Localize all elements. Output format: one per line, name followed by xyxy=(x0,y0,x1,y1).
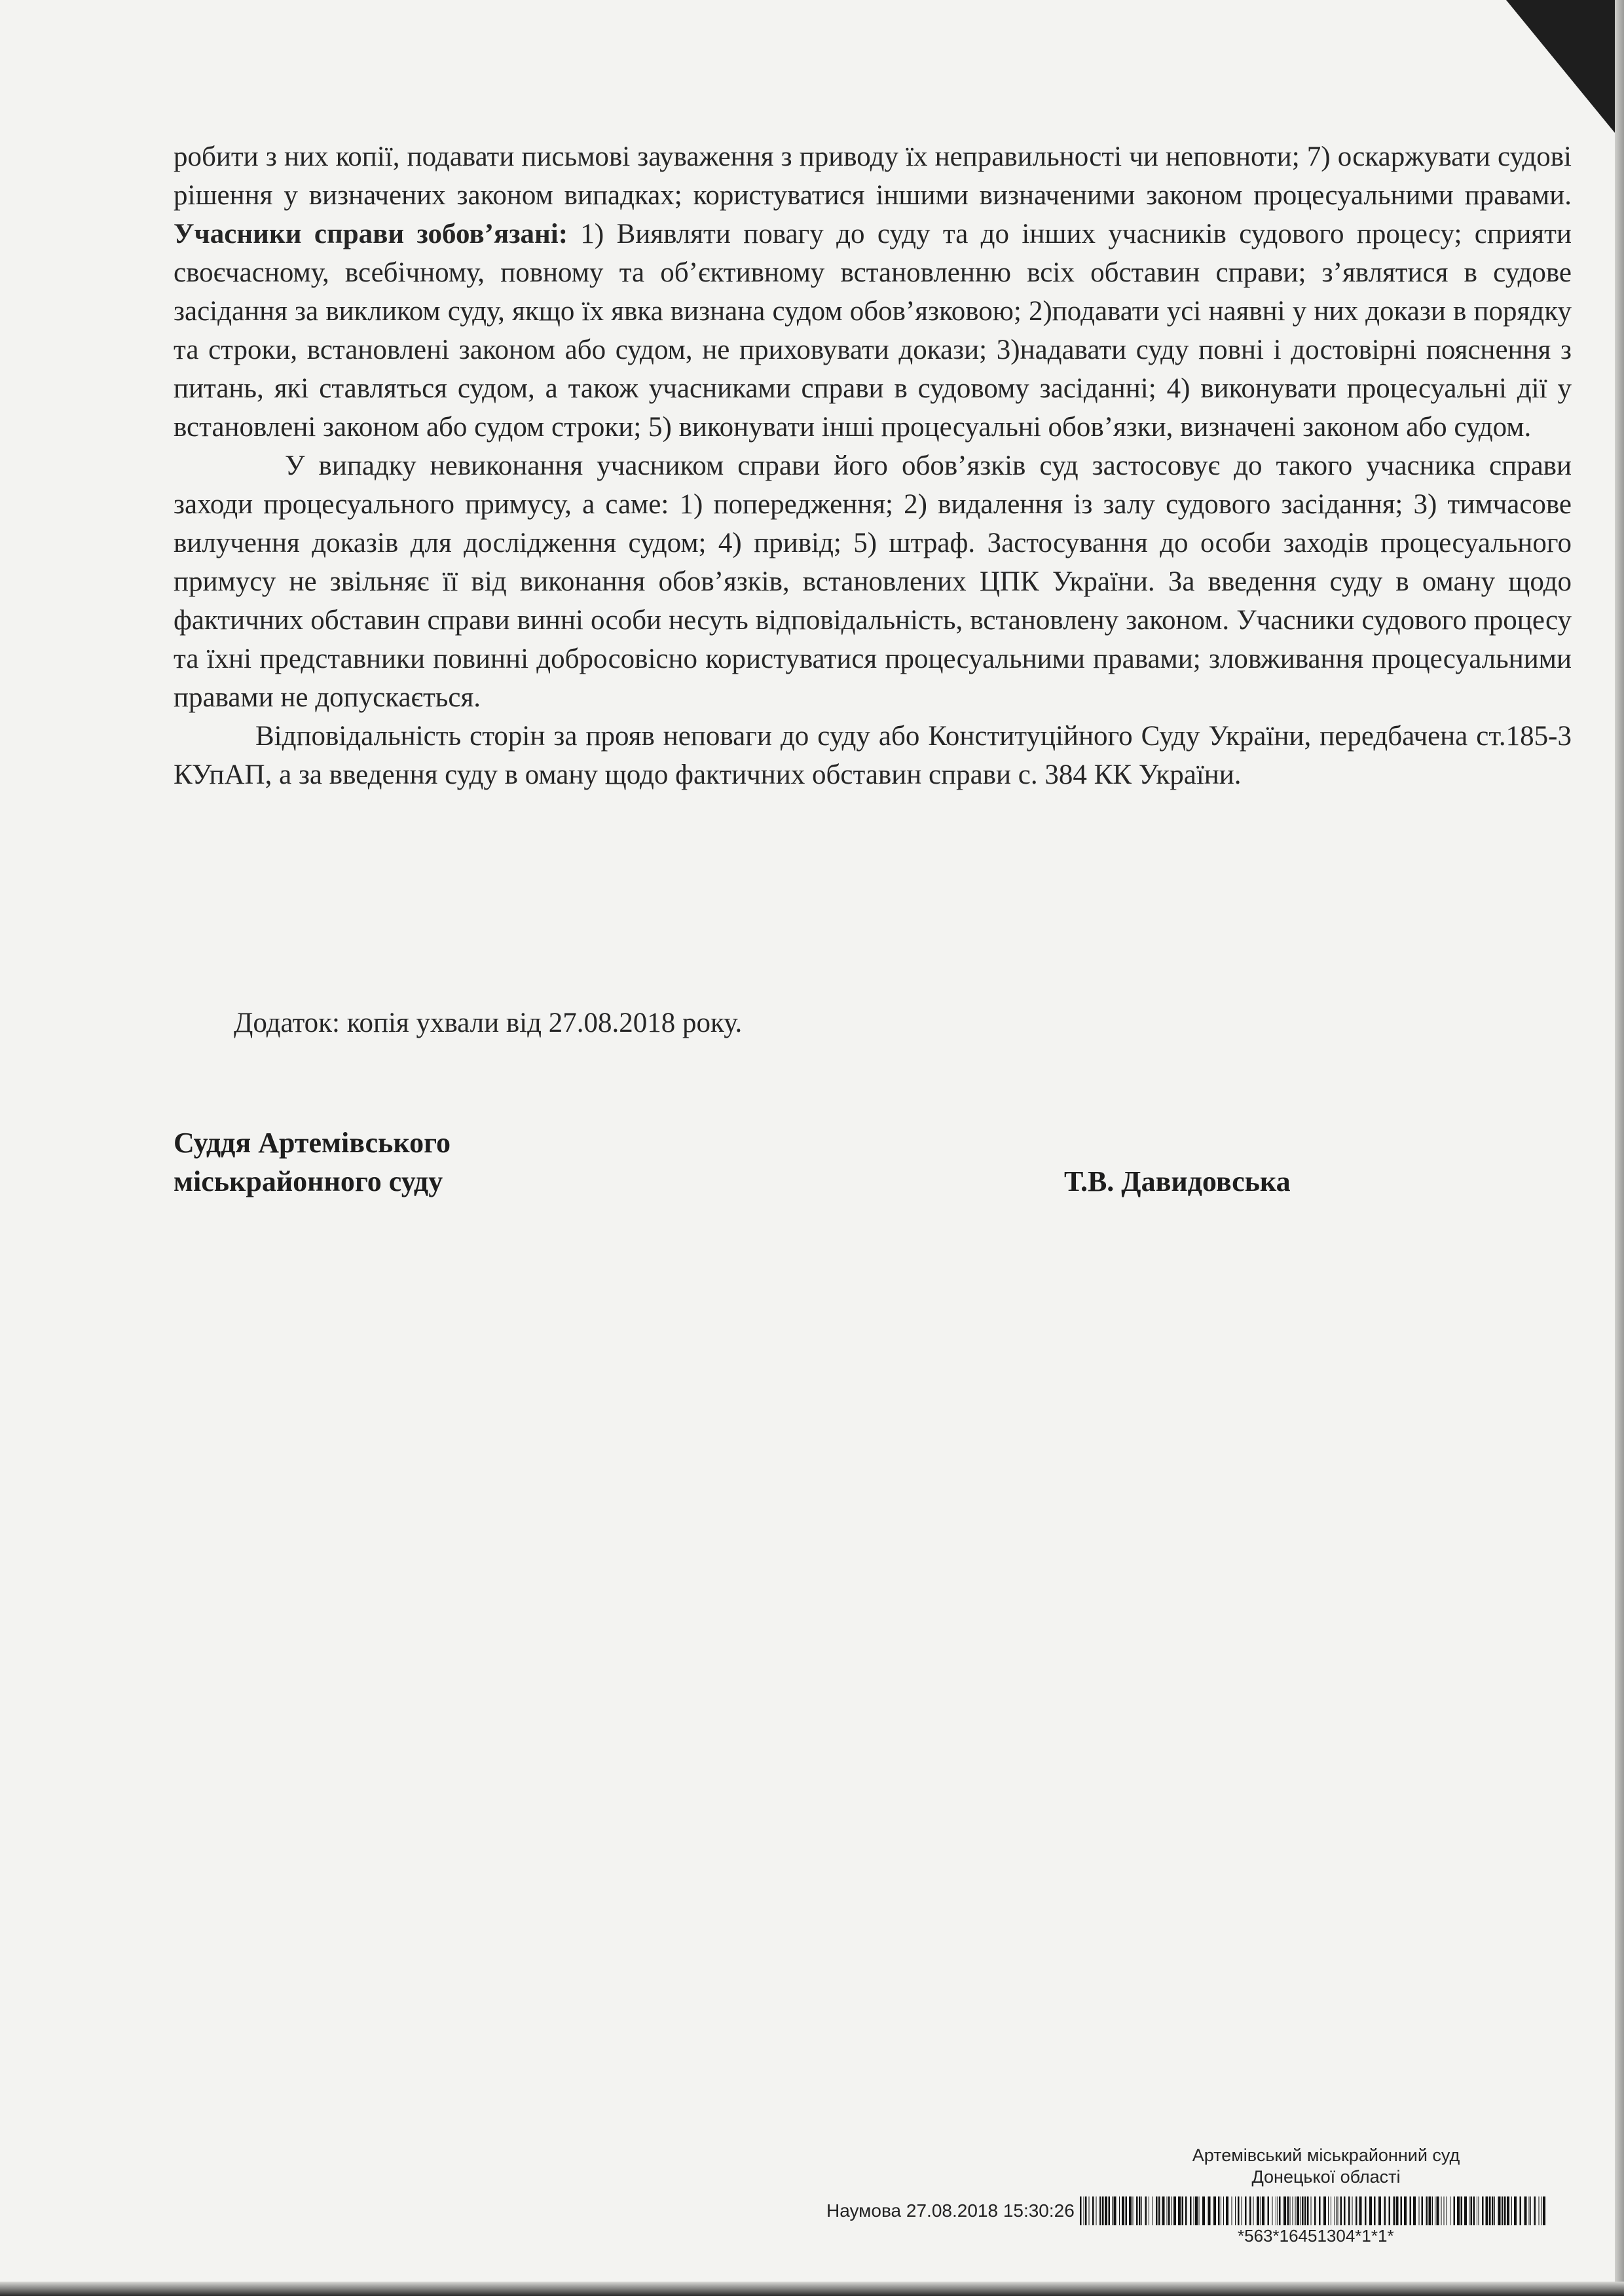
signer-title xyxy=(174,1123,451,1201)
paragraph-coercion: У випадку невиконання учасником справи його обов’язків суд застосовує до такого учасника справи заходи процесуального примусу, а саме: 1) попередження; 2) видалення із залу судового засідання; 3) тимчасове вилучення доказів для дослідження судом; 4) привід; 5) штраф. Застосування до особи заходів процесуального примусу не звільняє її від виконання обов’язків, встановлених ЦПК України. За введення суду в оману щодо фактичних обставин справи винні особи несуть відповідальність, встановлену законом. Учасники судового процесу та їхні представники повинні добросовісно користуватися процесуальними правами; зловживання процесуальними правами не допускається. xyxy=(174,450,1572,713)
barcode xyxy=(1080,2196,1551,2225)
body-text xyxy=(174,137,1572,794)
page-edge-bottom xyxy=(0,2282,1624,2296)
signer-title-line-2: міськрайонного суду xyxy=(174,1165,443,1197)
duties-heading: Учасники справи зобов’язані: xyxy=(174,219,568,249)
appendix-line: Додаток: копія ухвали від 27.08.2018 року. xyxy=(234,1008,743,1038)
paragraph-rights-duties xyxy=(174,137,1572,446)
barcode-number: *563*16451304*1*1* xyxy=(1238,2226,1394,2246)
signer-name: Т.В. Давидовська xyxy=(1064,1165,1291,1197)
court-stamp xyxy=(1172,2145,1480,2188)
paragraph-1-part-1: робити з них копії, подавати письмові зауваження з приводу їх неправильності чи неповноти; 7) оскаржувати судові рішення у визначених законом випадках; користуватися іншими визначеними законом процесуальними правами. xyxy=(174,141,1572,211)
barcode-row xyxy=(826,2196,1551,2225)
paragraph-1-part-2: 1) Виявляти повагу до суду та до інших учасників судового процесу; сприяти своєчасному, всебічному, повному та об’єктивному встановленню всіх обставин справи; з’являтися в судове засідання за викликом суду, якщо їх явка визнана судом обов’язковою; 2)подавати усі наявні у них докази в порядку та строки, встановлені законом або судом, не приховувати докази; 3)надавати суду повні і достовірні пояснення з питань, які ставляться судом, а також учасниками справи в судовому засіданні; 4) виконувати процесуальні дії у встановлені законом або судом строки; 5) виконувати інші процесуальні обов’язки, визначені законом або судом. xyxy=(174,219,1572,443)
court-name: Артемівський міськрайонний суд xyxy=(1192,2145,1460,2165)
paragraph-liability: Відповідальність сторін за прояв неповаги до суду або Конституційного Суду України, передбачена ст.185-3 КУпАП, а за введення суду в оману щодо фактичних обставин справи с. 384 КК України. xyxy=(174,721,1572,790)
operator-stamp: Наумова 27.08.2018 15:30:26 xyxy=(826,2200,1075,2221)
page-edge-right xyxy=(1615,0,1624,2296)
court-region: Донецької області xyxy=(1251,2167,1401,2187)
torn-corner xyxy=(1506,0,1624,144)
signer-title-line-1: Суддя Артемівського xyxy=(174,1127,451,1159)
